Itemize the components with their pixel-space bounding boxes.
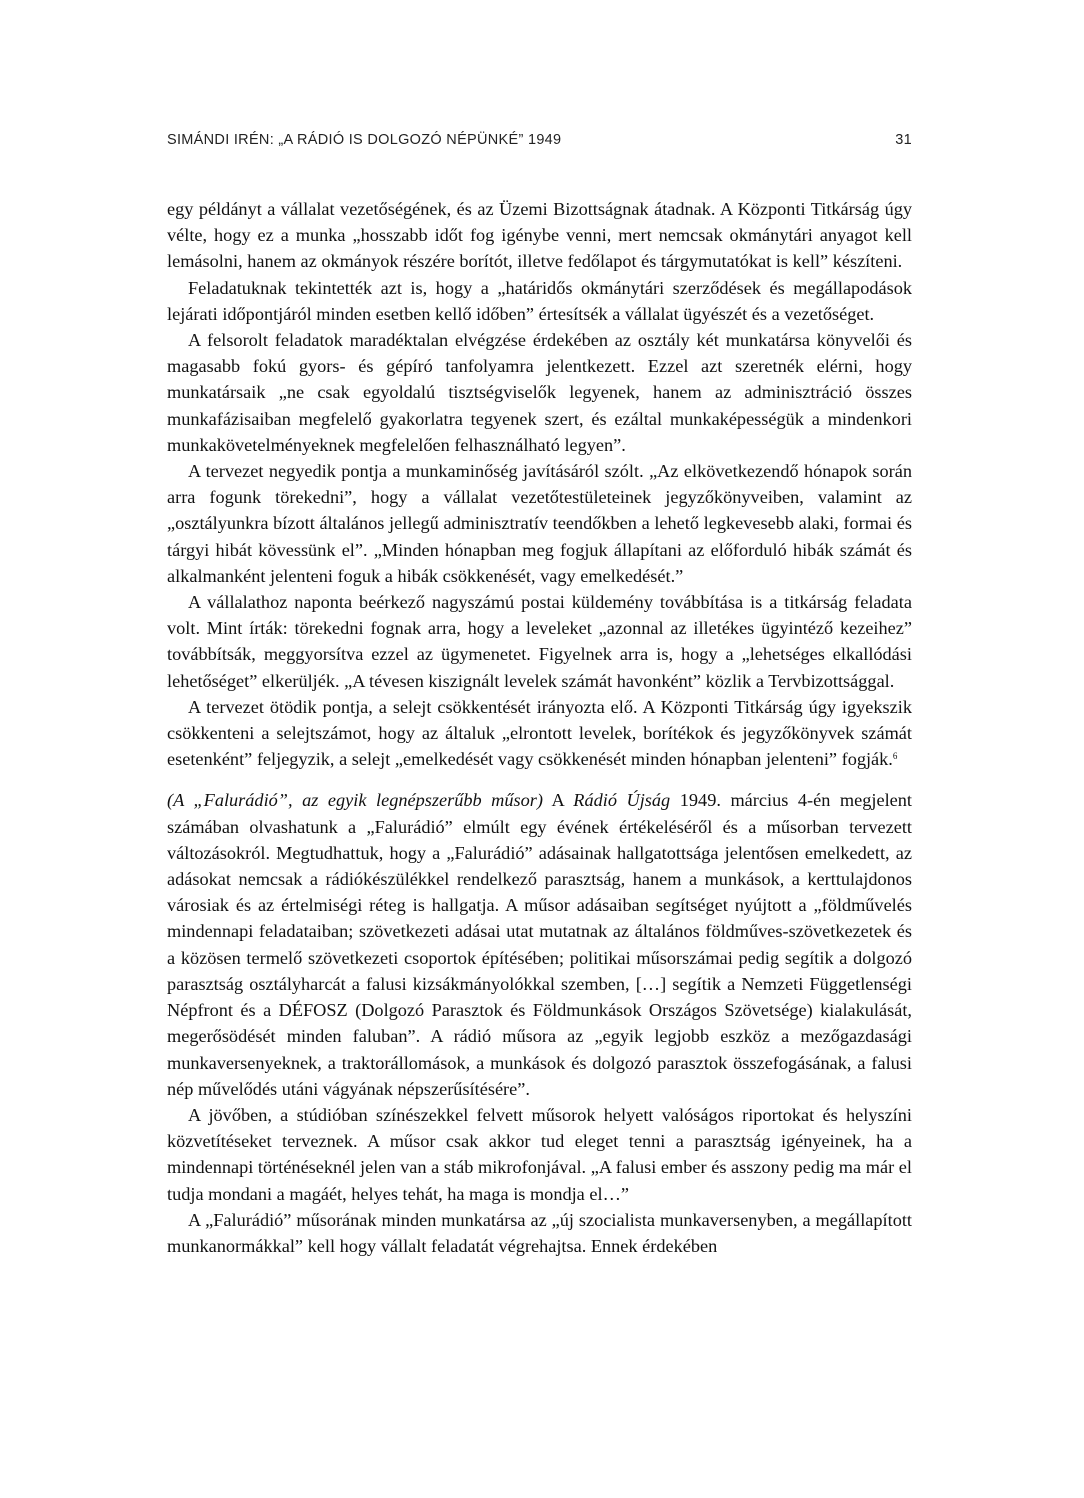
- source-title: Rádió Újság: [573, 790, 671, 811]
- paragraph-lead: A: [551, 790, 564, 811]
- paragraph: A felsorolt feladatok maradéktalan elvégzése érdekében az osztály két munkatársa könyvelői és magasabb fokú gyors- és gépíró tanfolyamra jelentkezett. Ezzel azt szeretnék elérni, hogy munkatársaik „ne csak egyoldalú tisztségviselők legyenek, hanem az adminisztráció összes munkafázisaiban megfelelő gyakorlatra tegyenek szert, és ezáltal munkaképességük a mindenkori munkakövetelményeknek megfelelően felhasználható legyen”.: [167, 330, 912, 455]
- paragraph: [167, 694, 912, 773]
- page-number: 31: [895, 132, 912, 148]
- paragraph: A „Falurádió” műsorának minden munkatársa az „új szocialista munkaversenyben, a megállapított munkanormákkal” kell hogy vállalt feladatát végrehajtsa. Ennek érdekében: [167, 1209, 912, 1256]
- paragraph: A jövőben, a stúdióban színészekkel felvett műsorok helyett valóságos riportokat és helyszíni közvetítéseket terveznek. A műsor csak akkor tud eleget tenni a parasztság igényeinek, ha a mindennapi történéseknél jelen van a stáb mikrofonjával. „A falusi ember és asszony pedig ma már el tudja mondani a magáét, helyes tehát, ha maga is mondja el…”: [167, 1104, 912, 1204]
- paragraph: A vállalathoz naponta beérkező nagyszámú postai küldemény továbbítása is a titkárság feladata volt. Mint írták: törekedni fognak arra, hogy a leveleket „azonnal az illetékes ügyintéző kezeihez” továbbítsák, meggyorsítva ezzel az ügymenetet. Figyelnek arra is, hogy a „lehetséges elkallódási lehetőséget” elkerüljék. „A tévesen kiszignált levelek számát havonként” közlik a Tervbizottsággal.: [167, 592, 912, 691]
- section-heading: (A „Falurádió”, az egyik legnépszerűbb műsor): [167, 790, 543, 811]
- paragraph: Feladatuknak tekintették azt is, hogy a „határidős okmánytári szerződések és megállapodások lejárati időpontjáról minden esetben kellő időben” értesítsék a vállalat ügyészét és a vezetőséget.: [167, 277, 912, 324]
- paragraph-text: 1949. március 4-én megjelent számában olvashatunk a „Falurádió” elmúlt egy évének értékeléséről és a műsorban tervezett változásokról. Megtudhattuk, hogy a „Falurádió” adásainak hallgatottsága jelentősen emelkedett, az adásokat nemcsak a rádiókészülékkel rendelkező parasztság, hanem a munkások, a kerttulajdonos városiak és az értelmiségi réteg is hallgatja. A műsor adásaiban segítséget nyújtott a „földművelés mindennapi feladataiban; szövetkezeti adásai utat mutatnak az általános földműves-szövetkezetek és a közösen termelő szövetkezeti csoportok építésében; politikai műsorszámai pedig segítik a dolgozó parasztság osztályharcát a falusi kizsákmányolókkal szemben, […] segítik a Nemzeti Függetlenségi Népfront és a DÉFOSZ (Dolgozó Parasztok és Földmunkások Országos Szövetsége) kialakulását, megerősödését minden faluban”. A rádió műsora az „egyik legjobb eszköz a mezőgazdasági munkaversenyeknek, a traktorállomások, a munkások és dolgozó parasztok összefogásának, a falusi nép művelődés utáni vágyának népszerűsítésére”.: [167, 790, 912, 1099]
- running-title: SIMÁNDI IRÉN: „A RÁDIÓ IS DOLGOZÓ NÉPÜNKÉ” 1949: [167, 132, 562, 148]
- paragraph: egy példányt a vállalat vezetőségének, és az Üzemi Bizottságnak átadnak. A Központi Titkárság úgy vélte, hogy ez a munka „hosszabb időt fog igénybe venni, mert nemcsak okmánytári anyagot kell lemásolni, hanem az okmányok részére borítót, illetve fedőlapot és tárgymutatókat is kell” készíteni.: [167, 199, 912, 272]
- body-text: [167, 196, 912, 1259]
- section-paragraph: [167, 787, 912, 1101]
- paragraph-text: A tervezet ötödik pontja, a selejt csökkentését irányozta elő. A Központi Titkárság úgy igyekszik csökkenteni a selejtszámot, hogy az általuk „elrontott levelek, borítékok és jegyzőkönyvek számát esetenként” feljegyzik, a selejt „emelkedését vagy csökkenését minden hónapban jelenteni” fogják.: [167, 696, 912, 770]
- footnote-reference: 6: [892, 751, 898, 762]
- paragraph: A tervezet negyedik pontja a munkaminőség javításáról szólt. „Az elkövetkezendő hónapok során arra fogunk törekedni”, hogy a vállalat vezetőtestületeinek jegyzőkönyveiben, valamint az „osztályunkra bízott általános jellegű adminisztratív teendőkben a lehető legkevesebb alaki, formai és tárgyi hibát kövessünk el”. „Minden hónapban meg fogjuk állapítani az előforduló hibák számát és alkalmanként jelenteni foguk a hibák csökkenését, vagy emelkedését.”: [167, 461, 912, 586]
